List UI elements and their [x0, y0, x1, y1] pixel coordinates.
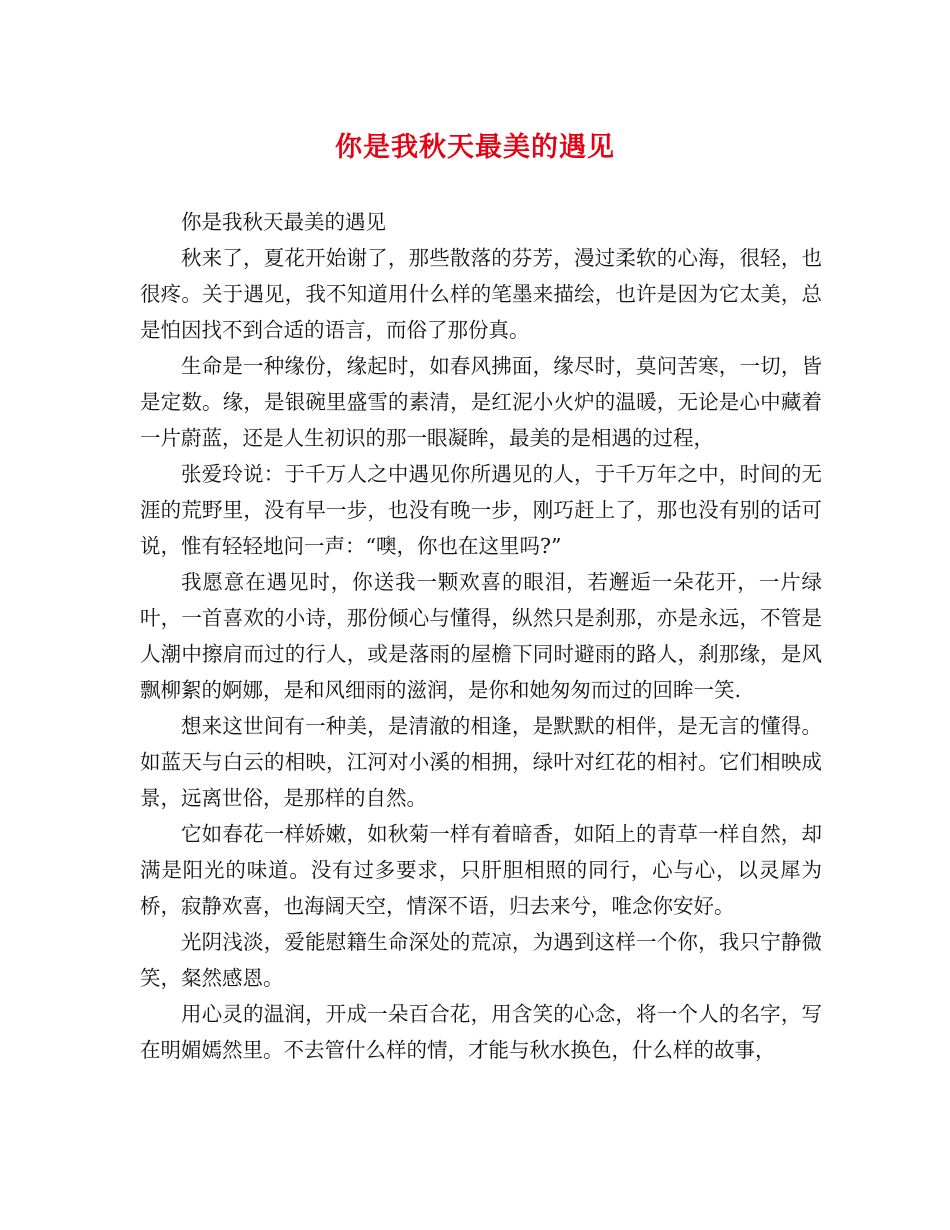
paragraph: 想来这世间有一种美，是清澈的相逢，是默默的相伴，是无言的懂得。如蓝天与白云的相映，江河对小溪的相拥，绿叶对红花的相衬。它们相映成景，远离世俗，是那样的自然。 [140, 714, 822, 810]
paragraph: 生命是一种缘份，缘起时，如春风拂面，缘尽时，莫问苦寒，一切，皆是定数。缘，是银碗里盛雪的素清，是红泥小火炉的温暖，无论是心中藏着一片蔚蓝，还是人生初识的那一眼凝眸，最美的是相遇的过程， [140, 354, 822, 450]
paragraph: 光阴浅淡，爱能慰籍生命深处的荒凉，为遇到这样一个你，我只宁静微笑，粲然感恩。 [140, 930, 822, 990]
paragraph-subtitle: 你是我秋天最美的遇见 [181, 210, 386, 234]
paragraph: 我愿意在遇见时，你送我一颗欢喜的眼泪，若邂逅一朵花开，一片绿叶，一首喜欢的小诗，那份倾心与懂得，纵然只是刹那，亦是永远，不管是人潮中擦肩而过的行人，或是落雨的屋檐下同时避雨的路人，刹那缘，是风飘柳絮的婀娜，是和风细雨的滋润，是你和她匆匆而过的回眸一笑. [140, 570, 822, 702]
paragraph: 用心灵的温润，开成一朵百合花，用含笑的心念，将一个人的名字，写在明媚嫣然里。不去管什么样的情，才能与秋水换色，什么样的故事， [140, 1002, 822, 1062]
document-title: 你是我秋天最美的遇见 [335, 132, 615, 163]
document-body [140, 204, 822, 1068]
paragraph: 秋来了，夏花开始谢了，那些散落的芬芳，漫过柔软的心海，很轻，也很疼。关于遇见，我不知道用什么样的笔墨来描绘，也许是因为它太美，总是怕因找不到合适的语言，而俗了那份真。 [140, 246, 822, 342]
paragraph: 它如春花一样娇嫩，如秋菊一样有着暗香，如陌上的青草一样自然，却满是阳光的味道。没有过多要求，只肝胆相照的同行，心与心，以灵犀为桥，寂静欢喜，也海阔天空，情深不语，归去来兮，唯念你安好。 [140, 822, 822, 918]
paragraph: 张爱玲说：于千万人之中遇见你所遇见的人，于千万年之中，时间的无涯的荒野里，没有早一步，也没有晚一步，刚巧赶上了，那也没有别的话可说，惟有轻轻地问一声：“噢，你也在这里吗?” [140, 462, 822, 558]
